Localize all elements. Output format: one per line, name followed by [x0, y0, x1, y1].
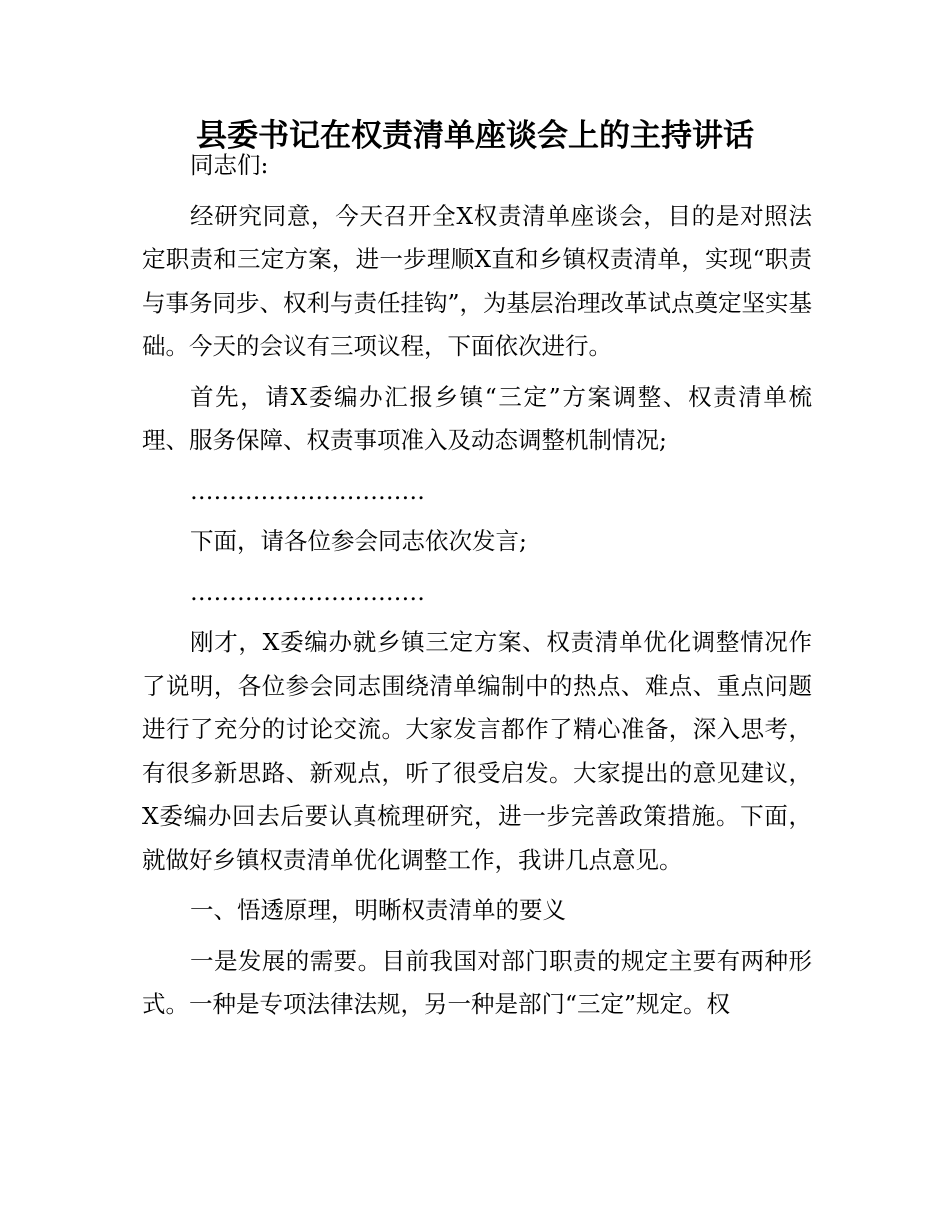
agenda-item-speeches-paragraph: 下面，请各位参会同志依次发言; [190, 527, 527, 555]
document-title: 县委书记在权责清单座谈会上的主持讲话 [196, 118, 754, 154]
ellipsis-paragraph: ………………………… [190, 577, 425, 606]
opening-paragraph: 经研究同意，今天召开全X权责清单座谈会，目的是对照法定职责和三定方案，进一步理顺X直和乡镇权责清单，实现“职责与事务同步、权利与责任挂钩”，为基层治理改革试点奠定坚实基础。今天的会议有三项议程，下面依次进行。 [142, 201, 813, 360]
ellipsis-paragraph: ………………………… [190, 476, 425, 505]
section-one-paragraph: 一是发展的需要。目前我国对部门职责的规定主要有两种形式。一种是专项法律法规，另一种是部门“三定”规定。权 [142, 946, 812, 1018]
agenda-item-report-paragraph: 首先，请X委编办汇报乡镇“三定”方案调整、权责清单梳理、服务保障、权责事项准入及动态调整机制情况; [142, 382, 812, 454]
salutation-paragraph: 同志们: [190, 151, 269, 179]
summary-paragraph: 刚才，X委编办就乡镇三定方案、权责清单优化调整情况作了说明，各位参会同志围绕清单编制中的热点、难点、重点问题进行了充分的讨论交流。大家发言都作了精心准备，深入思考，有很多新思路、新观点，听了很受启发。大家提出的意见建议，X委编办回去后要认真梳理研究，进一步完善政策措施。下面，就做好乡镇权责清单优化调整工作，我讲几点意见。 [142, 628, 812, 874]
document-body [142, 144, 812, 1027]
section-heading-one: 一、悟透原理，明晰权责清单的要义 [190, 896, 566, 924]
